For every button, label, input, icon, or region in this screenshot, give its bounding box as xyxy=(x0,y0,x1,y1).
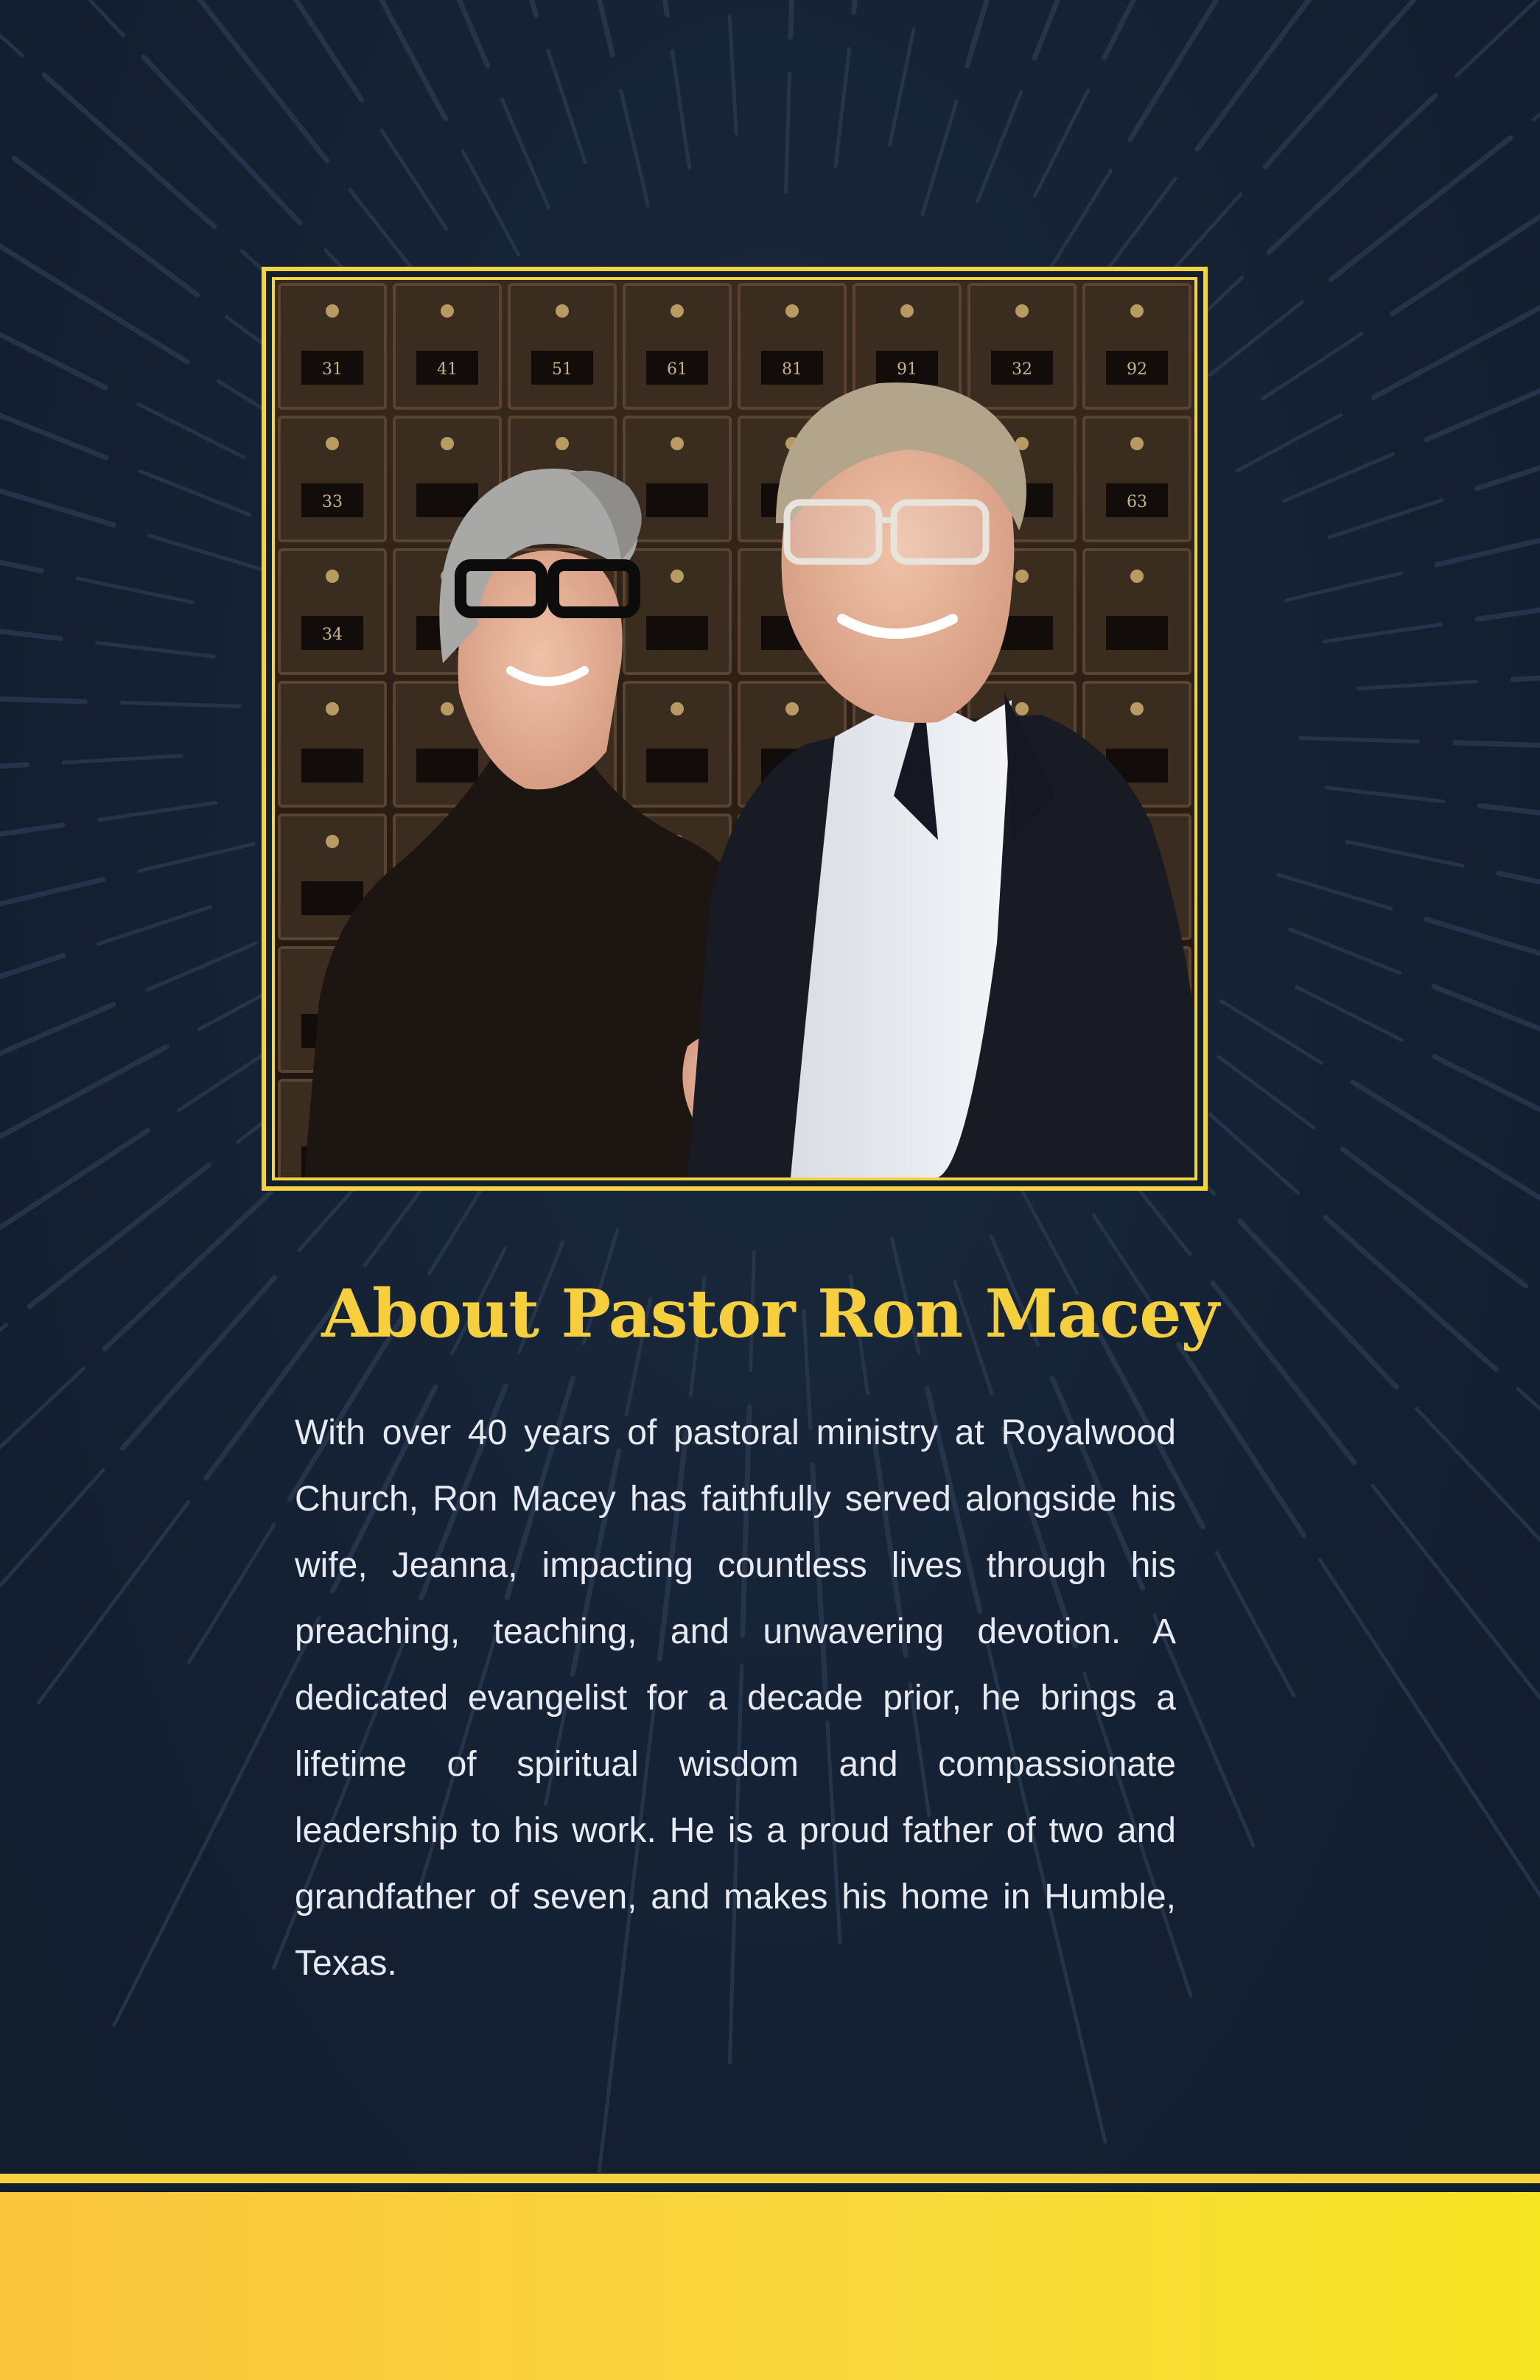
sunburst-ray xyxy=(139,404,244,457)
sunburst-ray xyxy=(77,578,193,602)
mailbox-number: 33 xyxy=(322,493,343,511)
mailbox-knob xyxy=(441,304,454,318)
mailbox-number: 31 xyxy=(322,360,343,379)
mailbox-door xyxy=(624,550,730,673)
sunburst-ray xyxy=(729,16,736,134)
sunburst-ray xyxy=(337,0,445,119)
sunburst-ray xyxy=(1417,1409,1540,1613)
mailbox-number: 81 xyxy=(782,360,802,379)
sunburst-ray xyxy=(1373,289,1540,397)
mailbox-window xyxy=(646,616,708,650)
mailbox-knob xyxy=(326,437,339,450)
mailbox-knob xyxy=(326,570,339,583)
sunburst-ray xyxy=(621,91,648,206)
sunburst-ray xyxy=(1373,1485,1540,1774)
mailbox-knob xyxy=(326,835,339,848)
sunburst-ray xyxy=(1297,987,1402,1040)
sunburst-ray xyxy=(99,802,216,819)
sunburst-ray xyxy=(1347,841,1463,865)
sunburst-ray xyxy=(97,643,214,657)
sunburst-ray xyxy=(1217,1553,1293,1695)
sunburst-ray xyxy=(1278,875,1391,909)
sunburst-ray xyxy=(98,907,210,944)
sunburst-ray xyxy=(1480,805,1540,832)
couple-photo xyxy=(272,277,1197,1180)
mailbox-window xyxy=(646,749,708,783)
mailbox-number: 92 xyxy=(1127,360,1147,379)
mailbox-window xyxy=(301,881,363,915)
mailbox-knob xyxy=(1015,702,1029,715)
mailbox-number: 63 xyxy=(1127,493,1147,511)
mailbox-number: 51 xyxy=(552,360,573,379)
sunburst-ray xyxy=(1130,0,1250,139)
sunburst-ray xyxy=(140,472,250,515)
mailbox-door xyxy=(509,284,615,408)
sunburst-ray xyxy=(0,612,60,638)
mailbox-door xyxy=(1084,417,1190,541)
sunburst-ray xyxy=(0,825,63,858)
sunburst-ray xyxy=(836,49,850,166)
sunburst-ray xyxy=(44,75,214,227)
sunburst-ray xyxy=(1326,788,1443,802)
mailbox-knob xyxy=(556,304,569,318)
sunburst-ray xyxy=(1331,138,1510,279)
sunburst-ray xyxy=(1457,0,1540,75)
mailbox-number: 41 xyxy=(437,360,458,379)
sunburst-ray xyxy=(1359,682,1477,688)
about-heading: About Pastor Ron Macey xyxy=(321,1275,1219,1353)
sunburst-ray xyxy=(1210,1114,1298,1192)
sunburst-ray xyxy=(1219,1057,1313,1127)
sunburst-ray xyxy=(1477,587,1540,620)
sunburst-ray xyxy=(64,756,182,763)
sunburst-ray xyxy=(1035,91,1088,196)
sunburst-ray xyxy=(1324,624,1441,641)
mailbox-door xyxy=(739,284,845,408)
sunburst-ray xyxy=(1197,0,1334,149)
sunburst-ray xyxy=(463,151,519,255)
sunburst-ray xyxy=(0,695,85,701)
sunburst-ray xyxy=(1518,1389,1540,1457)
sunburst-ray xyxy=(1330,500,1442,537)
mailbox-knob xyxy=(1015,304,1029,318)
mailbox-door xyxy=(969,284,1075,408)
footer-gold-band xyxy=(0,2192,1540,2380)
sunburst-ray xyxy=(672,52,689,168)
sunburst-ray xyxy=(1301,738,1418,742)
sunburst-ray xyxy=(853,0,880,13)
sunburst-ray xyxy=(1477,417,1540,489)
mailbox-door xyxy=(394,284,500,408)
sunburst-ray xyxy=(122,703,239,707)
mailbox-knob xyxy=(785,304,799,318)
sunburst-ray xyxy=(1392,189,1540,314)
sunburst-ray xyxy=(147,943,256,990)
mailbox-door xyxy=(279,550,385,673)
mailbox-door xyxy=(279,417,385,541)
sunburst-ray xyxy=(1513,666,1540,679)
sunburst-ray xyxy=(114,1617,320,2026)
sunburst-ray xyxy=(39,1502,189,1703)
sunburst-ray xyxy=(967,0,1033,66)
bio-paragraph: With over 40 years of pastoral ministry at Royalwood Church, Ron Macey has faithfully served alongside his wife, Jeanna, impacting countless lives through his preaching, teaching, and unwavering devotion. A dedicated evangelist for a decade prior, he brings a lifetime of spiritual wisdom and compassionate leadership to his work. He is a proud father of two and grandfather of seven, and makes his home in Humble, Texas. xyxy=(295,1413,1176,1983)
sunburst-ray xyxy=(791,0,797,37)
mailbox-knob xyxy=(1015,570,1029,583)
sunburst-ray xyxy=(1287,573,1401,601)
sunburst-ray xyxy=(0,373,106,458)
sunburst-ray xyxy=(1320,1560,1540,1942)
sunburst-ray xyxy=(465,0,536,15)
sunburst-ray xyxy=(0,765,27,778)
mailbox-knob xyxy=(556,437,569,450)
footer-divider-line xyxy=(0,2174,1540,2183)
sunburst-ray xyxy=(977,92,1021,202)
mailbox-window xyxy=(646,483,708,517)
mailbox-knob xyxy=(1130,437,1144,450)
mailbox-window xyxy=(1106,616,1168,650)
mailbox-knob xyxy=(671,702,684,715)
mailbox-number: 91 xyxy=(897,360,917,379)
mailbox-knob xyxy=(1130,304,1144,318)
mailbox-door xyxy=(624,682,730,806)
mailbox-door xyxy=(1084,284,1190,408)
sunburst-ray xyxy=(502,99,548,208)
sunburst-ray xyxy=(1263,334,1362,399)
sunburst-ray xyxy=(1290,929,1400,973)
sunburst-ray xyxy=(0,1047,167,1155)
mailbox-number: 34 xyxy=(322,626,343,644)
sunburst-ray xyxy=(1499,873,1540,920)
sunburst-ray xyxy=(1105,0,1207,57)
sunburst-ray xyxy=(237,0,362,100)
mailbox-door xyxy=(1084,550,1190,673)
mailbox-knob xyxy=(326,304,339,318)
sunburst-ray xyxy=(139,844,254,871)
sunburst-ray xyxy=(1455,743,1540,749)
sunburst-ray xyxy=(786,74,790,192)
sunburst-ray xyxy=(1237,415,1341,471)
sunburst-ray xyxy=(382,130,447,229)
sunburst-ray xyxy=(548,50,585,162)
sunburst-ray xyxy=(0,880,103,932)
sunburst-ray xyxy=(189,1525,274,1662)
sunburst-ray xyxy=(634,0,668,15)
sunburst-ray xyxy=(1353,1082,1540,1203)
sunburst-ray xyxy=(1269,96,1435,253)
mailbox-window xyxy=(416,749,478,783)
sunburst-ray xyxy=(1434,987,1540,1071)
mailbox-number: 32 xyxy=(1012,360,1032,379)
sunburst-ray xyxy=(186,0,327,161)
sunburst-ray xyxy=(560,0,612,55)
sunburst-ray xyxy=(149,536,262,570)
mailbox-knob xyxy=(671,570,684,583)
sunburst-ray xyxy=(0,1369,83,1723)
sunburst-ray xyxy=(0,0,123,35)
sunburst-ray xyxy=(0,0,22,55)
sunburst-ray xyxy=(1049,170,1111,270)
mailbox-knob xyxy=(900,304,914,318)
mailbox-knob xyxy=(785,702,799,715)
sunburst-ray xyxy=(0,525,41,571)
sunburst-ray xyxy=(0,459,113,525)
mailbox-knob xyxy=(671,437,684,450)
mailbox-knob xyxy=(441,702,454,715)
sunburst-ray xyxy=(0,242,187,362)
sunburst-ray xyxy=(0,1004,113,1095)
mailbox-window xyxy=(301,749,363,783)
mailbox-number: 61 xyxy=(667,360,687,379)
sunburst-ray xyxy=(0,1130,148,1256)
mailbox-door xyxy=(624,284,730,408)
sunburst-ray xyxy=(923,101,956,214)
mailbox-door xyxy=(279,284,385,408)
mailbox-knob xyxy=(671,304,684,318)
mailbox-knob xyxy=(1130,702,1144,715)
sunburst-ray xyxy=(1221,1001,1321,1063)
sunburst-ray xyxy=(1427,920,1540,985)
sunburst-ray xyxy=(1210,302,1303,375)
mailbox-door xyxy=(279,682,385,806)
sunburst-ray xyxy=(1533,38,1540,120)
photo-frame xyxy=(262,267,1208,1191)
mailbox-knob xyxy=(326,702,339,715)
mailbox-knob xyxy=(441,437,454,450)
sunburst-ray xyxy=(1284,454,1393,500)
sunburst-ray xyxy=(889,29,913,145)
sunburst-ray xyxy=(1437,512,1540,564)
sunburst-ray xyxy=(1105,179,1175,273)
sunburst-ray xyxy=(0,956,63,1027)
sunburst-ray xyxy=(144,57,301,223)
sunburst-ray xyxy=(1427,349,1540,440)
mailbox-knob xyxy=(1130,570,1144,583)
